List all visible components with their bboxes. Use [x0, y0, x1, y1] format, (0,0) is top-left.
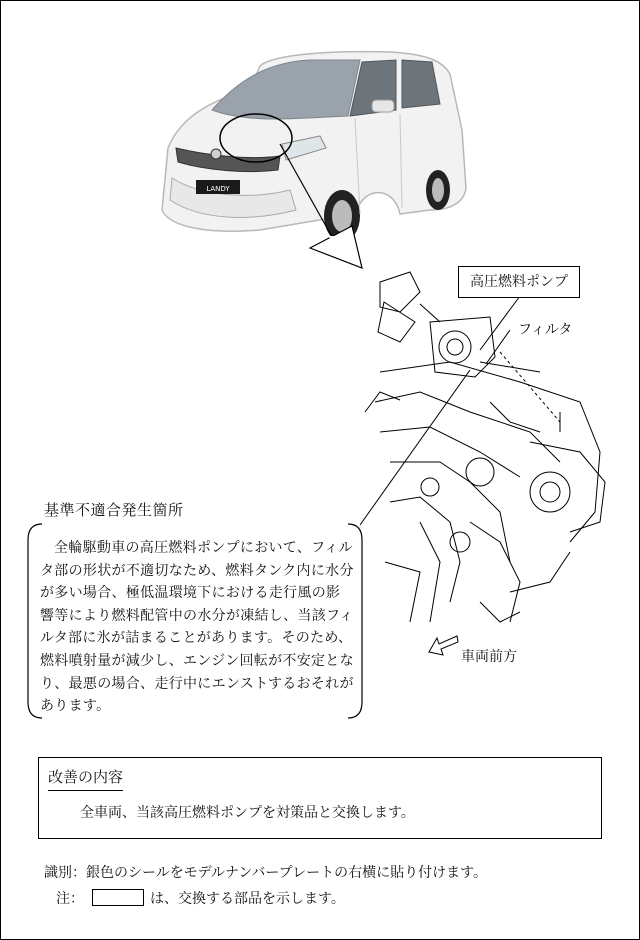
- replacement-part-legend-swatch: [92, 889, 144, 906]
- pump-label: 高圧燃料ポンプ: [458, 266, 580, 298]
- filter-label: フィルタ: [518, 322, 573, 338]
- improvement-text: 全車両、当該高圧燃料ポンプを対策品と交換します。: [80, 805, 415, 821]
- direction-label: 車両前方: [461, 649, 517, 665]
- car-badge-text: LANDY: [206, 185, 230, 193]
- defect-description: 全輪駆動車の高圧燃料ポンプにおいて、フィルタ部の形状が不適切なため、燃料タンク内に水分が多い場合、極低温環境下における走行風の影響等により燃料配管中の水分が凍結し、当該フィルタ部に氷が詰まることがあります。そのため、燃料噴射量が減少し、エンジン回転が不安定となり、最悪の場合、走行中にエンストするおそれがあります。: [40, 540, 354, 715]
- pointer-arrow: [270, 140, 380, 280]
- improvement-title: 改善の内容: [48, 766, 123, 791]
- note-text: は、交換する部品を示します。: [150, 891, 345, 907]
- defect-heading: 基準不適合発生箇所: [44, 501, 184, 519]
- direction-arrow-icon: [427, 634, 459, 656]
- identification-text: 識別：銀色のシールをモデルナンバープレートの右横に貼り付けます。: [44, 865, 487, 881]
- note-prefix: 注：: [56, 891, 84, 907]
